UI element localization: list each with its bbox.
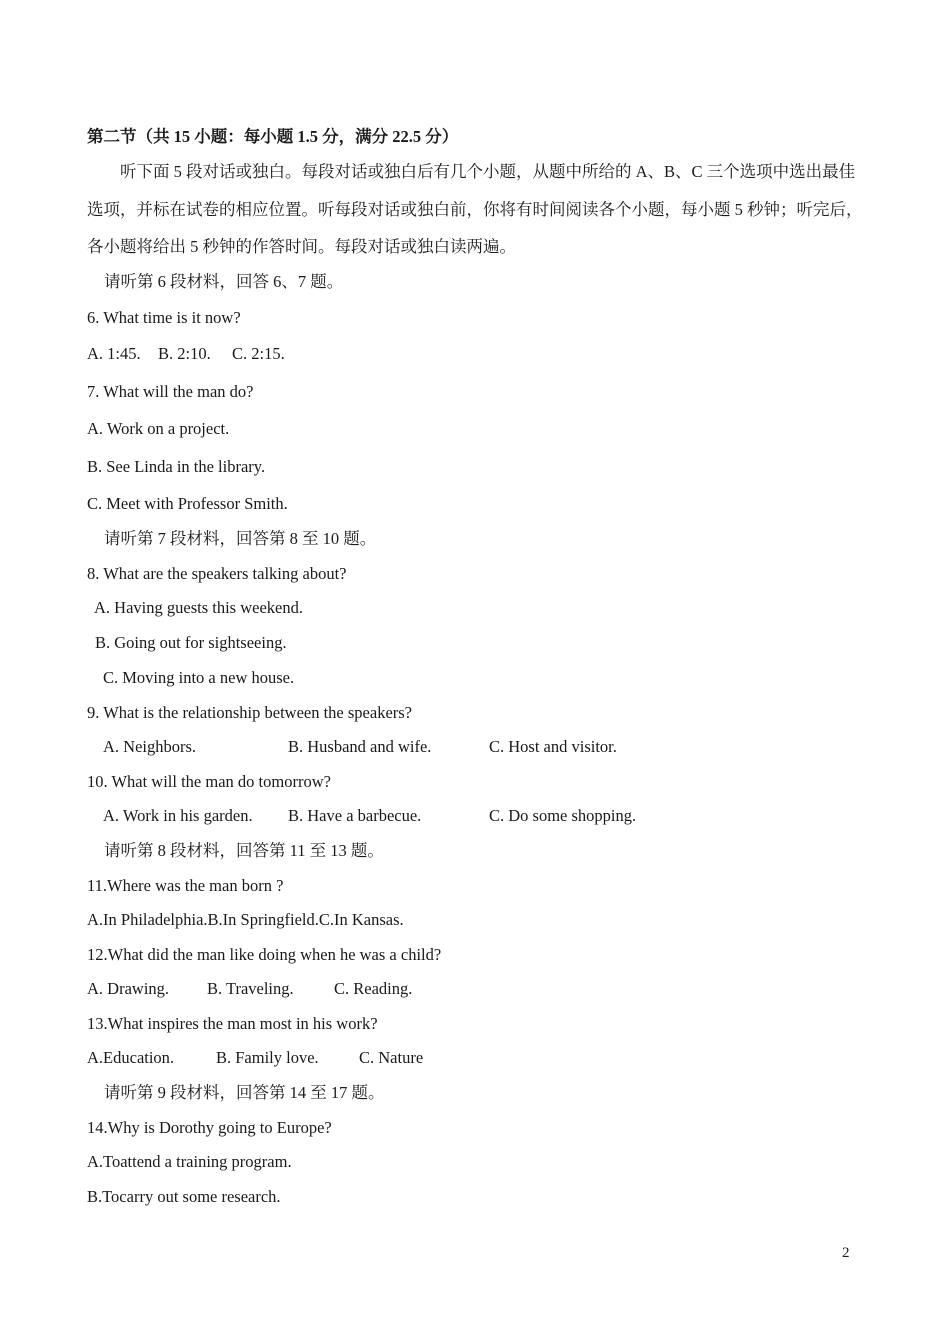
q13-option-c: C. Nature — [359, 1048, 424, 1067]
q10-option-b: B. Have a barbecue. — [288, 806, 422, 825]
question-7: 7. What will the man do? — [87, 382, 254, 401]
q7-option-c: C. Meet with Professor Smith. — [87, 494, 288, 513]
group-intro-6: 请听第 6 段材料，回答 6、7 题。 — [104, 272, 344, 291]
q13-option-a: A.Education. — [87, 1048, 175, 1067]
instructions-line-2: 选项，并标在试卷的相应位置。听每段对话或独白前，你将有时间阅读各个小题，每小题 5 秒钟；听完后， — [87, 200, 863, 219]
q7-option-a: A. Work on a project. — [87, 419, 230, 438]
q6-option-a: A. 1:45. — [87, 344, 141, 363]
group-intro-8: 请听第 8 段材料，回答第 11 至 13 题。 — [104, 841, 384, 860]
q10-option-a: A. Work in his garden. — [103, 806, 253, 825]
question-13: 13.What inspires the man most in his work? — [87, 1014, 378, 1033]
section-heading: 第二节（共 15 小题：每小题 1.5 分，满分 22.5 分） — [87, 127, 459, 146]
question-8: 8. What are the speakers talking about? — [87, 564, 347, 583]
q12-option-c: C. Reading. — [334, 979, 413, 998]
q9-option-c: C. Host and visitor. — [489, 737, 617, 756]
q8-option-b: B. Going out for sightseeing. — [95, 633, 287, 652]
q9-option-b: B. Husband and wife. — [288, 737, 432, 756]
q10-option-c: C. Do some shopping. — [489, 806, 637, 825]
q7-option-b: B. See Linda in the library. — [87, 457, 266, 476]
q8-option-c: C. Moving into a new house. — [103, 668, 295, 687]
q12-option-a: A. Drawing. — [87, 979, 170, 998]
question-6: 6. What time is it now? — [87, 308, 241, 327]
question-12: 12.What did the man like doing when he was a child? — [87, 945, 442, 964]
question-14: 14.Why is Dorothy going to Europe? — [87, 1118, 332, 1137]
q14-option-b: B.Tocarry out some research. — [87, 1187, 281, 1206]
instructions-line-1: 听下面 5 段对话或独白。每段对话或独白后有几个小题，从题中所给的 A、B、C 三个选项中选出最佳 — [120, 162, 856, 181]
q8-option-a: A. Having guests this weekend. — [94, 598, 303, 617]
instructions-line-3: 各小题将给出 5 秒钟的作答时间。每段对话或独白读两遍。 — [87, 237, 516, 256]
group-intro-7: 请听第 7 段材料，回答第 8 至 10 题。 — [104, 529, 377, 548]
q11-options: A.In Philadelphia.B.In Springfield.C.In Kansas. — [87, 910, 404, 929]
question-10: 10. What will the man do tomorrow? — [87, 772, 331, 791]
q12-option-b: B. Traveling. — [207, 979, 294, 998]
q6-option-c: C. 2:15. — [232, 344, 285, 363]
q6-option-b: B. 2:10. — [158, 344, 211, 363]
group-intro-9: 请听第 9 段材料，回答第 14 至 17 题。 — [104, 1083, 385, 1102]
question-9: 9. What is the relationship between the speakers? — [87, 703, 413, 722]
q13-option-b: B. Family love. — [216, 1048, 319, 1067]
q14-option-a: A.Toattend a training program. — [87, 1152, 292, 1171]
page-number: 2 — [842, 1245, 850, 1261]
q9-option-a: A. Neighbors. — [103, 737, 197, 756]
question-11: 11.Where was the man born ? — [87, 876, 284, 895]
